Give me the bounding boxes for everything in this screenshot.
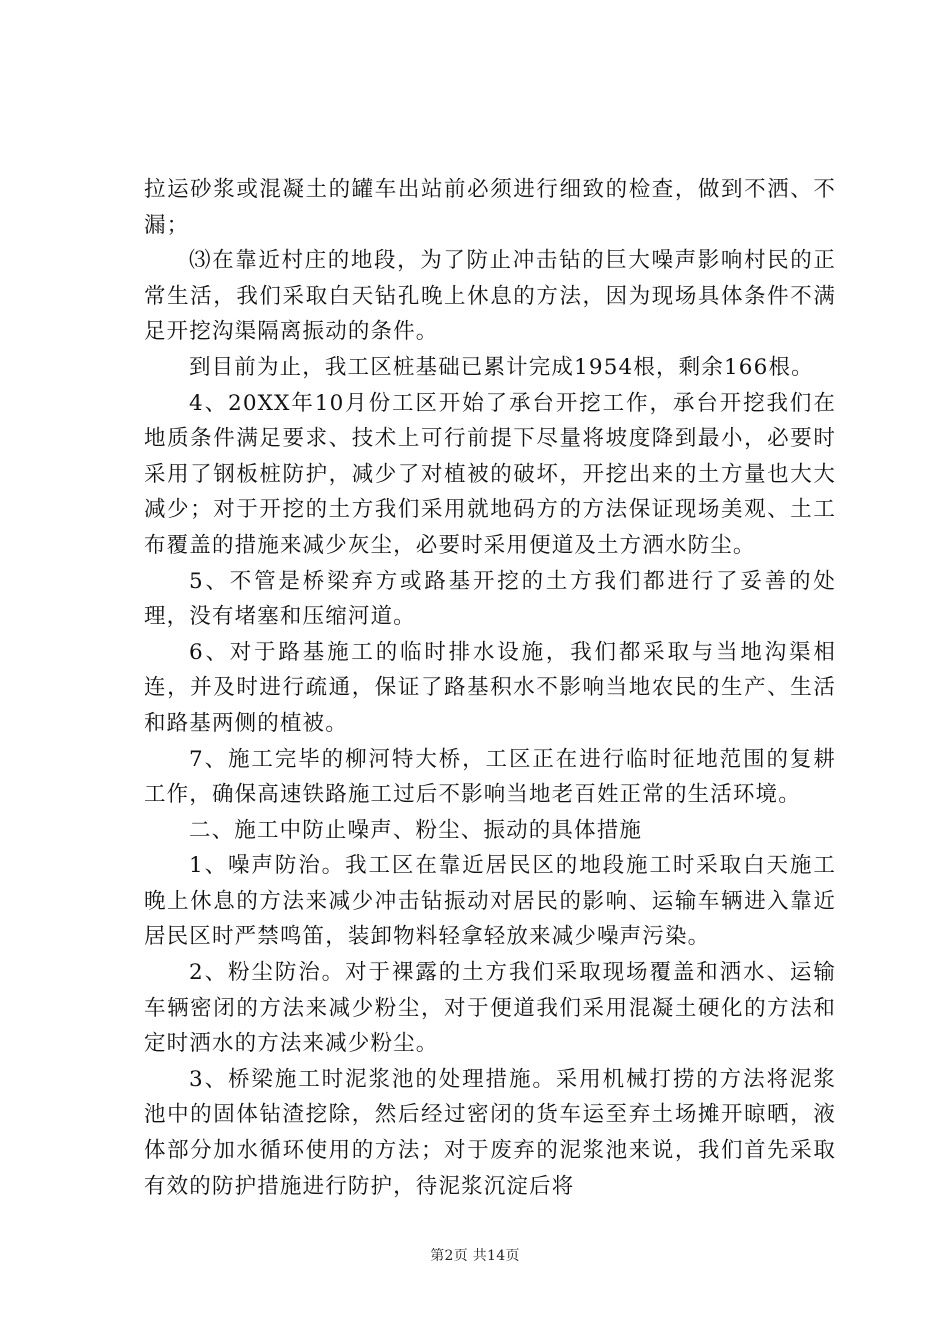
paragraph: 拉运砂浆或混凝土的罐车出站前必须进行细致的检查，做到不洒、不漏；: [144, 177, 836, 238]
paragraph: 1、噪声防治。我工区在靠近居民区的地段施工时采取白天施工晚上休息的方法来减少冲击钻振动对居民的影响、运输车辆进入靠近居民区时严禁鸣笛，装卸物料轻拿轻放来减少噪声污染。: [144, 853, 836, 950]
paragraph: 5、不管是桥梁弃方或路基开挖的土方我们都进行了妥善的处理，没有堵塞和压缩河道。: [144, 568, 836, 630]
paragraph: 7、施工完毕的柳河特大桥，工区正在进行临时征地范围的复耕工作，确保高速铁路施工过后不影响当地老百姓正常的生活环境。: [144, 746, 836, 808]
document-body: [144, 172, 836, 1204]
paragraph: 3、桥梁施工时泥浆池的处理措施。采用机械打捞的方法将泥浆池中的固体钻渣挖除，然后经过密闭的货车运至弃土场摊开晾晒，液体部分加水循环使用的方法；对于废弃的泥浆池来说，我们首先采取有效的防护措施进行防护，待泥浆沉淀后将: [144, 1066, 836, 1199]
paragraph: 6、对于路基施工的临时排水设施，我们都采取与当地沟渠相连，并及时进行疏通，保证了路基积水不影响当地农民的生产、生活和路基两侧的植被。: [144, 639, 836, 736]
section-heading: 二、施工中防止噪声、粉尘、振动的具体措施: [189, 817, 643, 843]
paragraph: 到目前为止，我工区桩基础已累计完成1954根，剩余166根。: [189, 354, 814, 380]
paragraph: ⑶在靠近村庄的地段，为了防止冲击钻的巨大噪声影响村民的正常生活，我们采取白天钻孔晚上休息的方法，因为现场具体条件不满足开挖沟渠隔离振动的条件。: [144, 248, 836, 345]
page-footer: 第2页 共14页: [430, 1248, 520, 1264]
paragraph: 4、20XX年10月份工区开始了承台开挖工作，承台开挖我们在地质条件满足要求、技术上可行前提下尽量将坡度降到最小，必要时采用了钢板桩防护，减少了对植被的破坏，开挖出来的土方量也大大减少；对于开挖的土方我们采用就地码方的方法保证现场美观、土工布覆盖的措施来减少灰尘，必要时采用便道及土方洒水防尘。: [144, 390, 836, 558]
paragraph: 2、粉尘防治。对于裸露的土方我们采取现场覆盖和洒水、运输车辆密闭的方法来减少粉尘，对于便道我们采用混凝土硬化的方法和定时洒水的方法来减少粉尘。: [144, 960, 836, 1057]
